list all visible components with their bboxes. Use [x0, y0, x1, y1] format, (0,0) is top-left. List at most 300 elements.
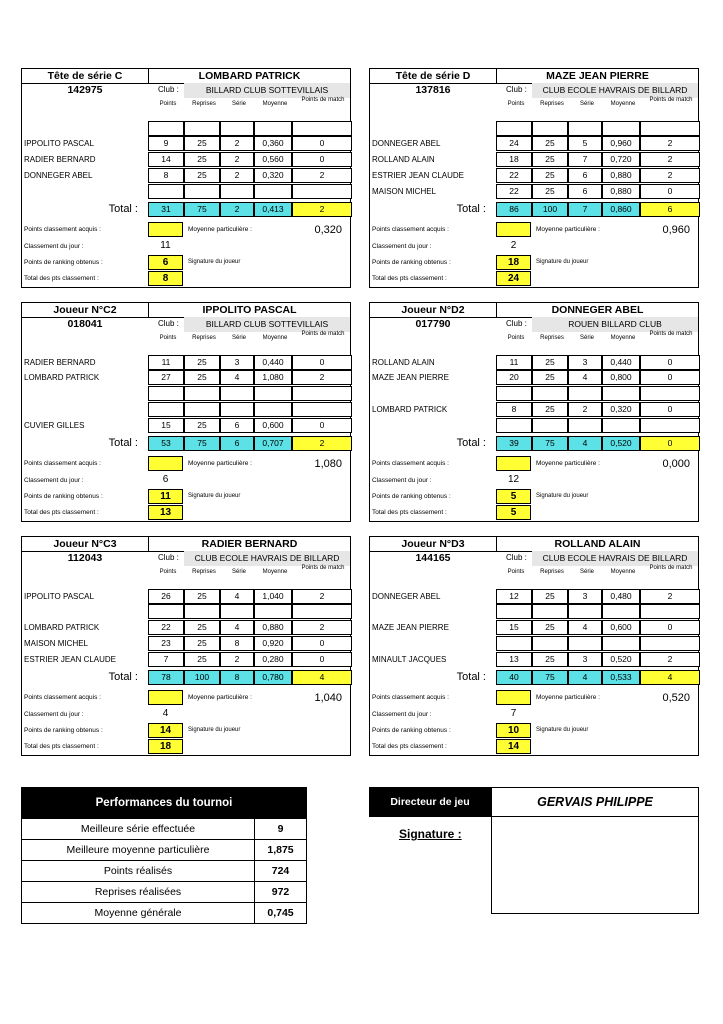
total-points-label: Total des pts classement :	[372, 275, 447, 282]
card-header: Joueur N°C2	[22, 303, 149, 318]
result-cell	[602, 418, 640, 433]
score-card	[369, 68, 699, 288]
result-cell: 8	[220, 636, 254, 651]
match-row	[148, 418, 352, 433]
match-row	[148, 402, 352, 417]
points-acquired-box[interactable]	[148, 222, 183, 237]
perf-row-innings	[22, 881, 306, 902]
result-cell	[532, 604, 568, 619]
result-cell: 0	[640, 355, 700, 370]
match-row	[496, 604, 700, 619]
result-cell: 8	[496, 402, 532, 417]
opponent-name: LOMBARD PATRICK	[372, 405, 448, 414]
average-label: Moyenne particulière :	[188, 460, 252, 467]
total-label: Total :	[108, 203, 138, 215]
match-row	[496, 636, 700, 651]
result-cell	[602, 604, 640, 619]
particular-average: 0,520	[662, 692, 690, 704]
total-points-label: Total des pts classement :	[24, 509, 99, 516]
player-name: LOMBARD PATRICK	[149, 69, 350, 84]
player-signature-label: Signature du joueur	[188, 493, 241, 499]
player-signature-label: Signature du joueur	[536, 259, 589, 265]
result-cell: 0,360	[254, 136, 292, 151]
card-header: Joueur N°C3	[22, 537, 149, 552]
match-row	[148, 136, 352, 151]
player-signature-label: Signature du joueur	[536, 727, 589, 733]
result-cell	[640, 604, 700, 619]
column-header: Points	[507, 335, 525, 341]
result-cell	[602, 386, 640, 401]
result-cell: 22	[496, 184, 532, 199]
perf-row-best-series	[22, 818, 306, 839]
perf-row-general-average	[22, 902, 306, 923]
column-header: Reprises	[540, 101, 564, 107]
result-cell	[148, 604, 184, 619]
match-row	[148, 184, 352, 199]
player-signature-label: Signature du joueur	[536, 493, 589, 499]
result-cell	[532, 636, 568, 651]
result-cell	[292, 604, 352, 619]
player-license-id: 142975	[67, 84, 103, 96]
result-cell: 25	[532, 652, 568, 667]
result-cell: 0,880	[254, 620, 292, 635]
opponent-name: ESTRIER JEAN CLAUDE	[24, 655, 117, 664]
column-header: Reprises	[540, 335, 564, 341]
column-header: Reprises	[192, 335, 216, 341]
result-cell: 24	[496, 136, 532, 151]
club-name: ROUEN BILLARD CLUB	[532, 317, 698, 332]
total-points-label: Total des pts classement :	[24, 743, 99, 750]
total-cell: 0,780	[254, 670, 292, 685]
result-cell: 14	[148, 152, 184, 167]
match-row	[148, 355, 352, 370]
result-cell: 0,440	[602, 355, 640, 370]
opponent-name: MAISON MICHEL	[24, 639, 89, 648]
result-cell: 25	[532, 184, 568, 199]
result-cell: 25	[184, 589, 220, 604]
result-cell: 3	[568, 355, 602, 370]
column-header: Points de match	[301, 331, 345, 337]
result-cell: 0,520	[602, 652, 640, 667]
points-acquired-box[interactable]	[496, 690, 531, 705]
total-cell: 2	[220, 202, 254, 217]
total-points-label: Total des pts classement :	[24, 275, 99, 282]
result-cell: 2	[220, 136, 254, 151]
result-cell: 3	[568, 652, 602, 667]
total-label: Total :	[456, 437, 486, 449]
club-label: Club :	[506, 85, 527, 94]
result-cell: 2	[220, 152, 254, 167]
match-row	[496, 418, 700, 433]
result-cell: 2	[640, 168, 700, 183]
club-name: CLUB ECOLE HAVRAIS DE BILLARD	[532, 551, 698, 566]
ranking-points-value: 6	[148, 255, 183, 270]
result-cell: 0,440	[254, 355, 292, 370]
result-cell	[148, 121, 184, 136]
result-cell	[640, 386, 700, 401]
perf-label: Points réalisés	[22, 861, 255, 881]
result-cell	[532, 418, 568, 433]
points-acquired-box[interactable]	[496, 456, 531, 471]
column-header: Points de match	[649, 565, 693, 571]
perf-value: 0,745	[267, 907, 294, 919]
ranking-points-label: Points de ranking obtenus :	[24, 259, 103, 266]
column-header: Points	[507, 101, 525, 107]
signature-label: Signature :	[399, 827, 462, 841]
total-cell: 78	[148, 670, 184, 685]
total-row	[148, 670, 352, 685]
result-cell	[220, 386, 254, 401]
result-cell: 25	[184, 152, 220, 167]
result-cell	[184, 121, 220, 136]
opponent-name: RADIER BERNARD	[24, 155, 96, 164]
result-cell: 12	[496, 589, 532, 604]
total-row	[496, 670, 700, 685]
points-acquired-label: Points classement acquis :	[24, 460, 101, 467]
average-label: Moyenne particulière :	[536, 460, 600, 467]
match-row	[496, 168, 700, 183]
ranking-day-value: 4	[162, 708, 169, 719]
result-cell: 2	[292, 589, 352, 604]
opponent-name: MINAULT JACQUES	[372, 655, 447, 664]
ranking-day-label: Classement du jour :	[372, 711, 432, 718]
player-name: MAZE JEAN PIERRE	[497, 69, 698, 84]
player-signature-label: Signature du joueur	[188, 727, 241, 733]
total-points-value: 18	[148, 739, 183, 754]
ranking-day-value: 7	[510, 708, 517, 719]
result-cell: 25	[184, 418, 220, 433]
result-cell: 2	[220, 168, 254, 183]
result-cell: 0,480	[602, 589, 640, 604]
perf-value: 724	[271, 865, 290, 877]
result-cell: 26	[148, 589, 184, 604]
total-label: Total :	[456, 671, 486, 683]
score-card	[21, 536, 351, 756]
total-cell: 4	[292, 670, 352, 685]
match-row	[148, 604, 352, 619]
column-header: Moyenne	[610, 569, 636, 575]
result-cell	[292, 386, 352, 401]
total-points-value: 13	[148, 505, 183, 520]
card-header: Joueur N°D3	[370, 537, 497, 552]
result-cell	[602, 636, 640, 651]
total-cell: 0,707	[254, 436, 292, 451]
particular-average: 0,960	[662, 224, 690, 236]
opponent-name: MAZE JEAN PIERRE	[372, 373, 449, 382]
result-cell: 0,320	[602, 402, 640, 417]
match-row	[148, 620, 352, 635]
match-row	[496, 136, 700, 151]
points-acquired-label: Points classement acquis :	[24, 694, 101, 701]
result-cell: 0	[640, 370, 700, 385]
result-cell: 1,080	[254, 370, 292, 385]
result-cell: 25	[532, 620, 568, 635]
result-cell: 2	[640, 152, 700, 167]
result-cell	[496, 121, 532, 136]
club-label: Club :	[158, 85, 179, 94]
result-cell: 15	[148, 418, 184, 433]
result-cell	[292, 184, 352, 199]
result-cell: 0,920	[254, 636, 292, 651]
ranking-day-label: Classement du jour :	[372, 477, 432, 484]
result-cell: 2	[292, 168, 352, 183]
result-cell: 22	[496, 168, 532, 183]
points-acquired-box[interactable]	[496, 222, 531, 237]
match-row	[148, 636, 352, 651]
column-header: Points	[159, 335, 177, 341]
result-cell: 0,280	[254, 652, 292, 667]
director-name: GERVAIS PHILIPPE	[491, 787, 699, 817]
column-header: Série	[579, 101, 594, 107]
match-row	[148, 386, 352, 401]
result-cell: 0	[292, 418, 352, 433]
total-cell: 4	[640, 670, 700, 685]
player-signature-label: Signature du joueur	[188, 259, 241, 265]
column-header: Moyenne	[262, 569, 288, 575]
result-cell: 7	[148, 652, 184, 667]
result-cell: 0	[640, 184, 700, 199]
column-header: Points de match	[301, 97, 345, 103]
particular-average: 1,040	[314, 692, 342, 704]
match-row	[496, 121, 700, 136]
total-cell: 4	[568, 670, 602, 685]
result-cell: 22	[148, 620, 184, 635]
result-cell: 0	[292, 136, 352, 151]
column-header: Points de match	[649, 331, 693, 337]
ranking-day-value: 2	[510, 240, 517, 251]
result-cell: 20	[496, 370, 532, 385]
ranking-points-label: Points de ranking obtenus :	[372, 727, 451, 734]
result-cell: 0	[640, 402, 700, 417]
game-director-box	[369, 787, 699, 914]
player-name: RADIER BERNARD	[149, 537, 350, 552]
column-header: Points	[507, 569, 525, 575]
result-cell	[568, 121, 602, 136]
result-cell: 2	[640, 589, 700, 604]
total-points-value: 8	[148, 271, 183, 286]
result-cell: 25	[532, 589, 568, 604]
club-label: Club :	[158, 553, 179, 562]
result-cell: 25	[532, 168, 568, 183]
opponent-name: RADIER BERNARD	[24, 358, 96, 367]
result-cell: 0	[292, 152, 352, 167]
ranking-points-value: 5	[496, 489, 531, 504]
result-cell: 0	[292, 652, 352, 667]
match-row	[496, 402, 700, 417]
result-cell: 25	[184, 652, 220, 667]
opponent-name: MAZE JEAN PIERRE	[372, 623, 449, 632]
player-license-id: 137816	[415, 84, 451, 96]
average-label: Moyenne particulière :	[536, 694, 600, 701]
total-cell: 31	[148, 202, 184, 217]
total-cell: 0,520	[602, 436, 640, 451]
tournament-performance-table	[21, 787, 307, 924]
total-cell: 86	[496, 202, 532, 217]
perf-value: 1,875	[267, 844, 294, 856]
column-header: Moyenne	[610, 335, 636, 341]
result-cell: 25	[184, 636, 220, 651]
perf-row-points	[22, 860, 306, 881]
ranking-day-value: 11	[160, 240, 171, 251]
match-row	[496, 652, 700, 667]
column-header: Moyenne	[262, 101, 288, 107]
signature-box[interactable]	[491, 817, 699, 914]
total-points-label: Total des pts classement :	[372, 743, 447, 750]
club-name: BILLARD CLUB SOTTEVILLAIS	[184, 83, 350, 98]
result-cell: 2	[220, 652, 254, 667]
perf-label: Reprises réalisées	[22, 882, 255, 902]
result-cell: 2	[640, 652, 700, 667]
column-header: Reprises	[540, 569, 564, 575]
ranking-day-label: Classement du jour :	[24, 477, 84, 484]
result-cell: 0,320	[254, 168, 292, 183]
total-row	[148, 436, 352, 451]
result-cell	[602, 121, 640, 136]
club-name: CLUB ECOLE HAVRAIS DE BILLARD	[532, 83, 698, 98]
result-cell	[532, 121, 568, 136]
score-card	[369, 302, 699, 522]
result-cell: 5	[568, 136, 602, 151]
result-cell	[640, 636, 700, 651]
result-cell	[220, 184, 254, 199]
ranking-day-value: 12	[507, 474, 520, 485]
result-cell	[220, 121, 254, 136]
result-cell: 6	[568, 168, 602, 183]
total-cell: 75	[184, 436, 220, 451]
average-label: Moyenne particulière :	[188, 226, 252, 233]
result-cell: 0,880	[602, 184, 640, 199]
perf-value: 972	[271, 886, 290, 898]
total-cell: 75	[532, 670, 568, 685]
total-cell: 100	[532, 202, 568, 217]
total-points-value: 5	[496, 505, 531, 520]
result-cell	[184, 386, 220, 401]
particular-average: 0,320	[314, 224, 342, 236]
result-cell: 4	[568, 370, 602, 385]
ranking-points-label: Points de ranking obtenus :	[372, 259, 451, 266]
opponent-name: MAISON MICHEL	[372, 187, 437, 196]
column-header: Reprises	[192, 569, 216, 575]
column-header: Points de match	[301, 565, 345, 571]
result-cell: 7	[568, 152, 602, 167]
player-name: DONNEGER ABEL	[497, 303, 698, 318]
result-cell: 25	[532, 355, 568, 370]
result-cell: 25	[184, 370, 220, 385]
total-row	[496, 202, 700, 217]
result-cell: 0,720	[602, 152, 640, 167]
total-cell: 4	[568, 436, 602, 451]
total-cell: 75	[184, 202, 220, 217]
match-row	[148, 121, 352, 136]
ranking-day-value: 6	[162, 474, 169, 485]
column-header: Série	[231, 335, 246, 341]
total-cell: 2	[292, 202, 352, 217]
result-cell	[254, 402, 292, 417]
result-cell: 2	[292, 370, 352, 385]
match-row	[496, 620, 700, 635]
result-cell	[184, 184, 220, 199]
points-acquired-box[interactable]	[148, 690, 183, 705]
ranking-points-label: Points de ranking obtenus :	[24, 493, 103, 500]
total-cell: 6	[220, 436, 254, 451]
result-cell: 4	[220, 620, 254, 635]
result-cell: 4	[220, 370, 254, 385]
total-label: Total :	[108, 671, 138, 683]
result-cell: 4	[220, 589, 254, 604]
total-label: Total :	[108, 437, 138, 449]
column-header: Reprises	[192, 101, 216, 107]
club-label: Club :	[506, 319, 527, 328]
total-row	[148, 202, 352, 217]
column-header: Série	[231, 569, 246, 575]
result-cell: 27	[148, 370, 184, 385]
points-acquired-label: Points classement acquis :	[372, 460, 449, 467]
total-cell: 6	[640, 202, 700, 217]
player-license-id: 017790	[415, 318, 451, 330]
total-points-label: Total des pts classement :	[372, 509, 447, 516]
total-cell: 8	[220, 670, 254, 685]
player-license-id: 144165	[415, 552, 451, 564]
result-cell: 2	[292, 620, 352, 635]
player-license-id: 112043	[67, 552, 103, 564]
result-cell: 3	[220, 355, 254, 370]
score-card	[21, 68, 351, 288]
column-header: Points	[159, 569, 177, 575]
result-cell	[568, 636, 602, 651]
result-cell: 1,040	[254, 589, 292, 604]
player-name: IPPOLITO PASCAL	[149, 303, 350, 318]
opponent-name: DONNEGER ABEL	[372, 139, 441, 148]
opponent-name: CUVIER GILLES	[24, 421, 85, 430]
result-cell: 25	[532, 370, 568, 385]
result-cell: 0	[640, 620, 700, 635]
result-cell	[496, 418, 532, 433]
ranking-points-value: 10	[496, 723, 531, 738]
total-cell: 0,860	[602, 202, 640, 217]
ranking-points-value: 14	[148, 723, 183, 738]
result-cell: 2	[568, 402, 602, 417]
column-header: Série	[579, 569, 594, 575]
match-row	[496, 184, 700, 199]
card-header: Tête de série D	[370, 69, 497, 84]
result-cell: 2	[640, 136, 700, 151]
card-header: Tête de série C	[22, 69, 149, 84]
match-row	[496, 589, 700, 604]
result-cell: 15	[496, 620, 532, 635]
perf-label: Meilleure moyenne particulière	[22, 840, 255, 860]
column-header: Points de match	[649, 97, 693, 103]
total-label: Total :	[456, 203, 486, 215]
result-cell	[254, 604, 292, 619]
match-row	[496, 386, 700, 401]
points-acquired-label: Points classement acquis :	[372, 694, 449, 701]
total-cell: 7	[568, 202, 602, 217]
points-acquired-box[interactable]	[148, 456, 183, 471]
ranking-day-label: Classement du jour :	[24, 243, 84, 250]
perf-value: 9	[277, 823, 284, 835]
opponent-name: LOMBARD PATRICK	[24, 373, 100, 382]
column-header: Moyenne	[610, 101, 636, 107]
column-header: Série	[579, 335, 594, 341]
ranking-points-label: Points de ranking obtenus :	[372, 493, 451, 500]
total-row	[496, 436, 700, 451]
average-label: Moyenne particulière :	[536, 226, 600, 233]
player-license-id: 018041	[67, 318, 103, 330]
total-points-value: 24	[496, 271, 531, 286]
card-header: Joueur N°D2	[370, 303, 497, 318]
result-cell: 25	[184, 136, 220, 151]
result-cell: 6	[568, 184, 602, 199]
